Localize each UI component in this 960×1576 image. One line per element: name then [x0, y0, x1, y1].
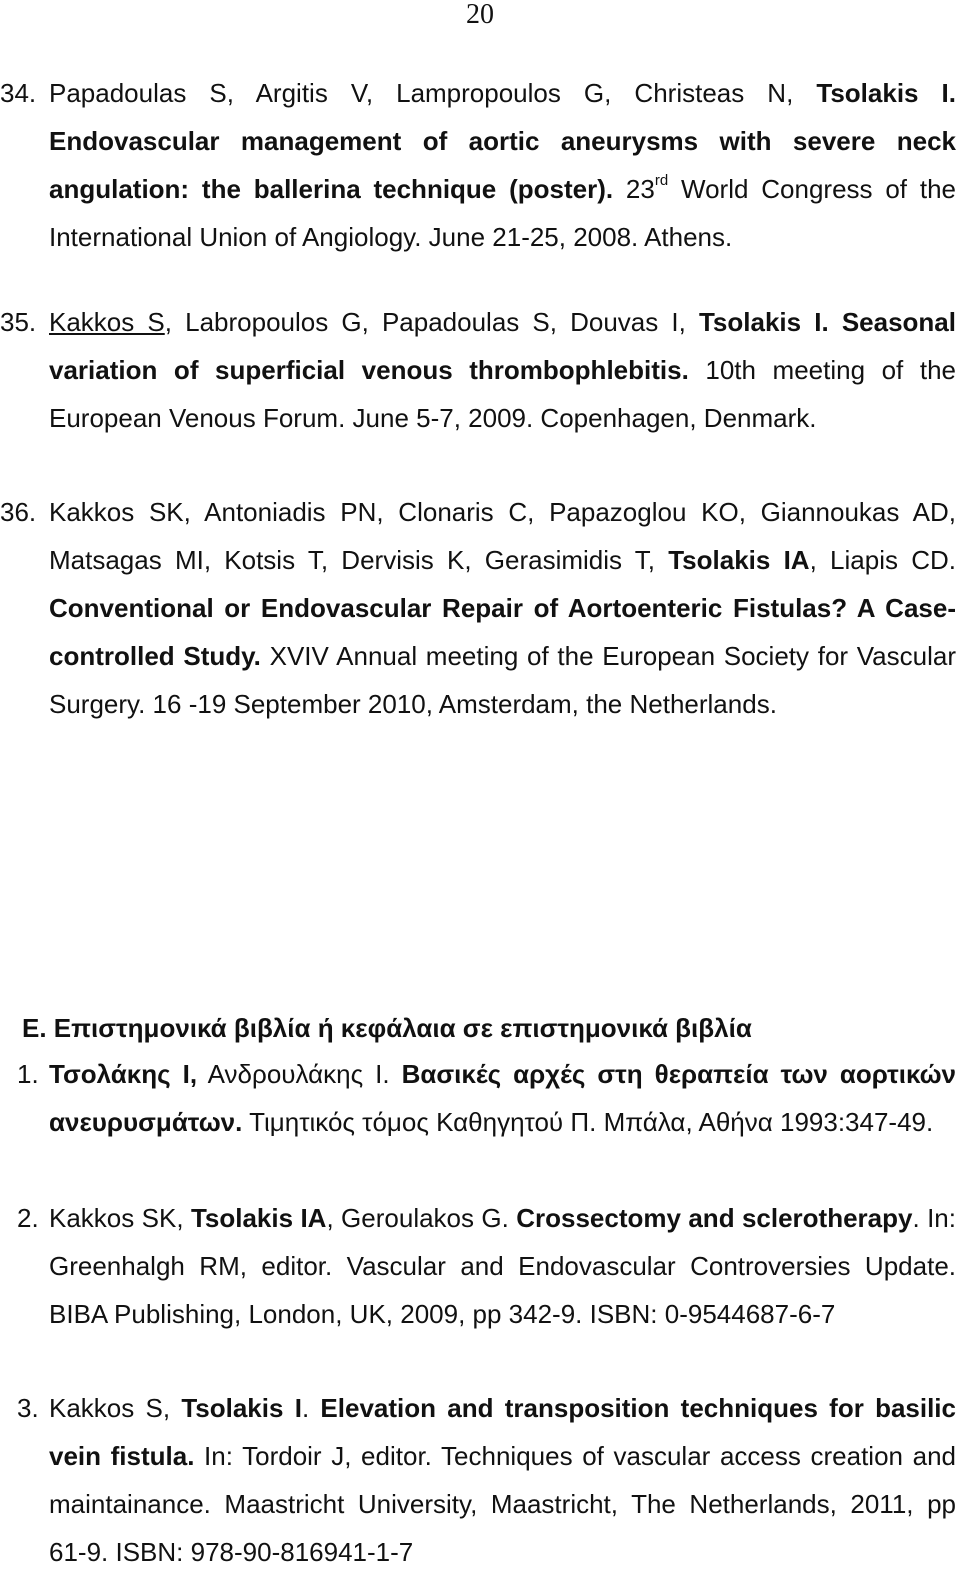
reference-number: 2. — [17, 1203, 39, 1233]
venue: World Congress of the International Union of Angiology. June 21-25, 2008. Athens. — [49, 174, 956, 252]
authors: Kakkos SK, — [49, 1203, 191, 1233]
highlight-author: Τσολάκης Ι, — [49, 1059, 198, 1089]
reference-36 — [0, 488, 956, 728]
reference-number: 1. — [17, 1059, 39, 1089]
highlight-author: Tsolakis I. — [816, 78, 956, 108]
reference-number: 36. — [0, 497, 37, 527]
title: Crossectomy and sclerotherapy — [516, 1203, 913, 1233]
authors: Ανδρουλάκης Ι. — [197, 1059, 402, 1089]
venue: XVIV Annual meeting of the European Society for Vascular Surgery. 16 -19 September 2010, Amsterdam, the Netherlands. — [49, 641, 956, 719]
page-number: 20 — [466, 0, 494, 30]
authors-tail: , Liapis CD. — [809, 545, 956, 575]
title: Conventional or Endovascular Repair of Aortoenteric Fistulas? A Case-controlled Study. — [49, 593, 956, 671]
reference-34 — [0, 69, 956, 261]
highlight-author: Tsolakis IA — [190, 1203, 327, 1233]
reference-35 — [0, 298, 956, 442]
section-heading: Ε. Επιστημονικά βιβλία ή κεφάλαια σε επιστημονικά βιβλία — [22, 1013, 752, 1043]
highlight-author: Tsolakis IA — [668, 545, 810, 575]
authors-tail: . — [301, 1393, 321, 1423]
highlight-author: Tsolakis I — [181, 1393, 302, 1423]
reference-number: 35. — [0, 307, 37, 337]
title: . Seasonal variation of superficial venous thrombophlebitis. — [49, 307, 956, 385]
venue: Τιμητικός τόμος Καθηγητού Π. Μπάλα, Αθήνα 1993:347-49. — [242, 1107, 934, 1137]
underlined-author: Kakkos S — [49, 307, 165, 337]
book-chapter-1 — [17, 1050, 957, 1146]
venue: In: Tordoir J, editor. Techniques of vascular access creation and maintainance. Maastricht University, Maastricht, The Netherlands, 2011, pp 61-9. ISBN: 978-90-816941-1-7 — [49, 1441, 956, 1567]
authors: , Labropoulos G, Papadoulas S, Douvas I, — [164, 307, 699, 337]
title: Elevation and transposition techniques for basilic vein fistula. — [49, 1393, 956, 1471]
title: Endovascular management of aortic aneurysms with severe neck angulation: the ballerina technique (poster). — [49, 126, 956, 204]
venue: . In: Greenhalgh RM, editor. Vascular and Endovascular Controversies Update. BIBA Publishing, London, UK, 2009, pp 342-9. ISBN: 0-9544687-6-7 — [49, 1203, 956, 1329]
reference-number: 34. — [0, 78, 37, 108]
venue-pre: 23 — [613, 174, 655, 204]
book-chapter-2 — [17, 1194, 956, 1338]
venue: 10th meeting of the European Venous Forum. June 5-7, 2009. Copenhagen, Denmark. — [49, 355, 956, 433]
ordinal-suffix: rd — [654, 172, 669, 189]
title: Βασικές αρχές στη θεραπεία των αορτικών ανευρυσμάτων. — [49, 1059, 957, 1137]
highlight-author: Tsolakis I — [698, 307, 822, 337]
authors: Kakkos SK, Antoniadis PN, Clonaris C, Papazoglou KO, Giannoukas AD, Matsagas MI, Kotsis T, Dervisis K, Gerasimidis T, — [49, 497, 956, 575]
book-chapter-3 — [17, 1384, 956, 1576]
reference-number: 3. — [17, 1393, 39, 1423]
authors: Kakkos S, — [49, 1393, 182, 1423]
authors: Papadoulas S, Argitis V, Lampropoulos G, Christeas N, — [49, 78, 817, 108]
authors-tail: , Geroulakos G. — [326, 1203, 517, 1233]
